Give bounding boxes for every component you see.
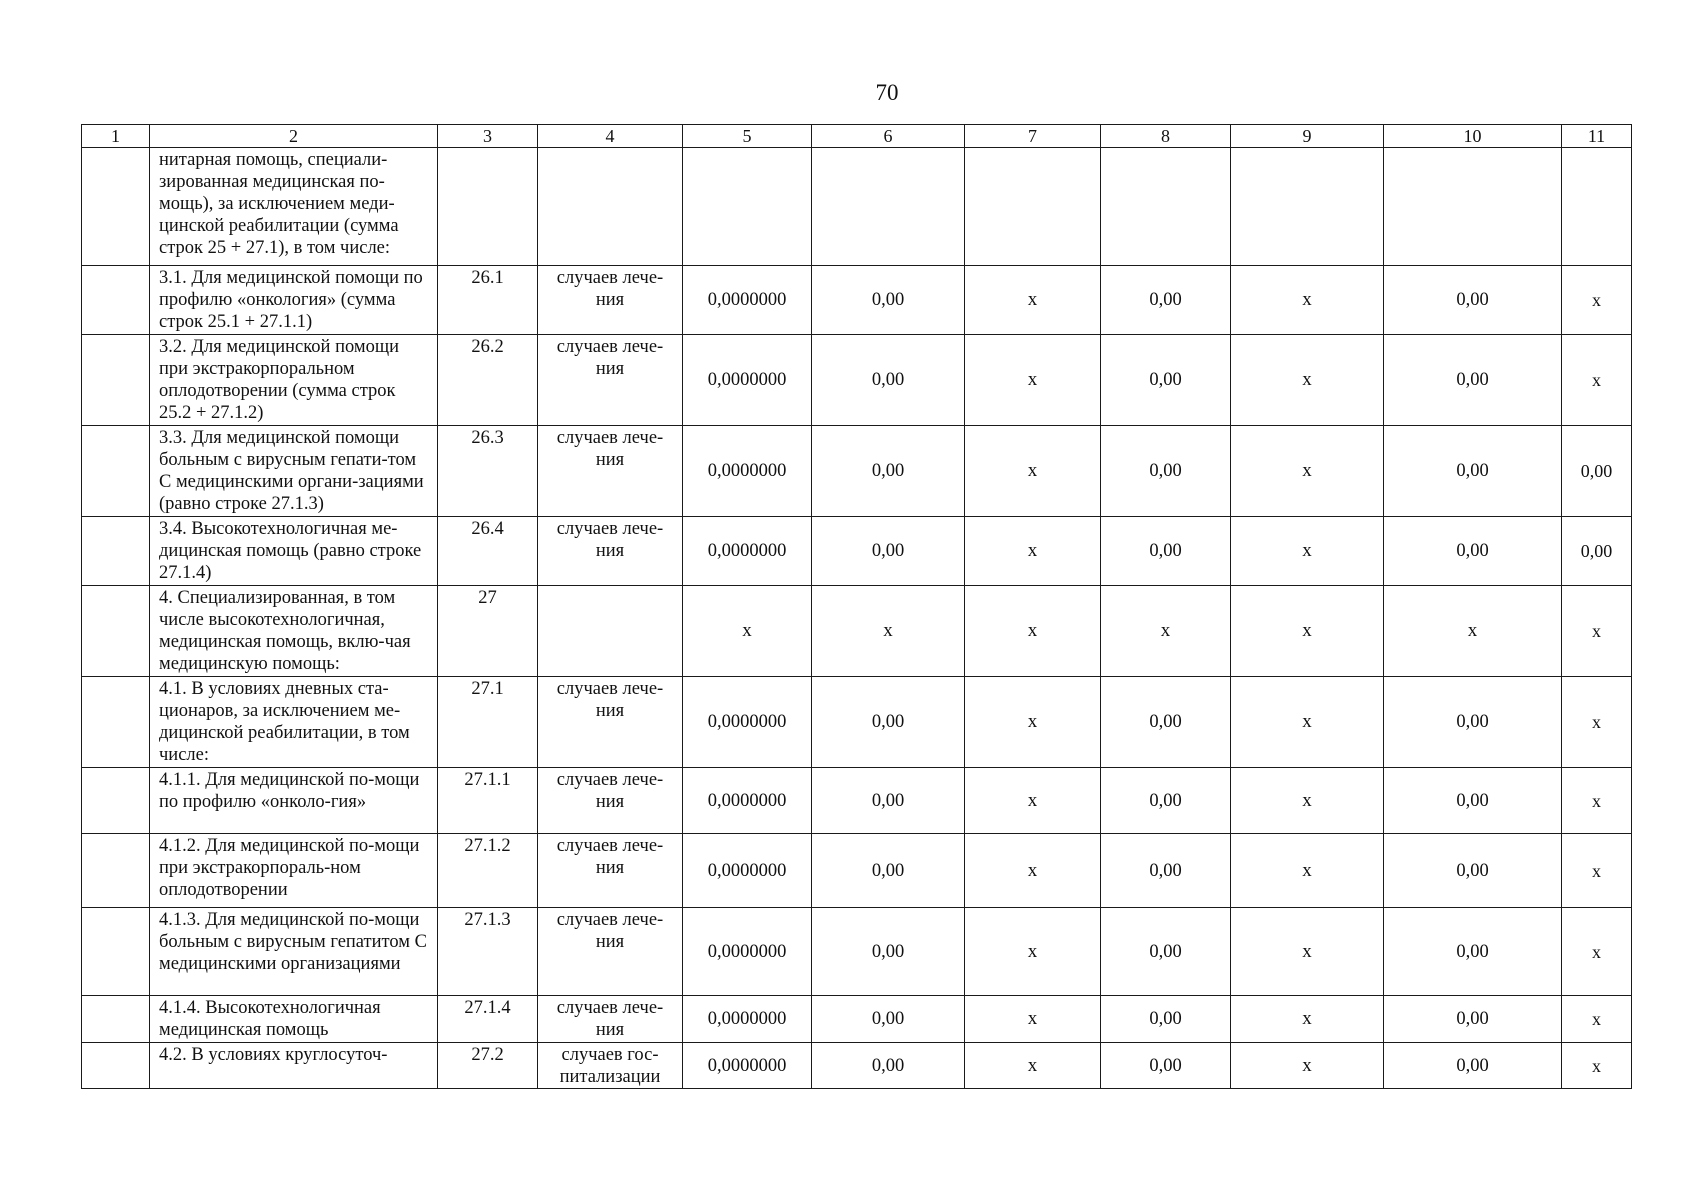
table-row bbox=[82, 266, 1632, 335]
table-row bbox=[82, 426, 1632, 517]
value-cell: х bbox=[965, 1043, 1101, 1089]
row-code: 26.4 bbox=[438, 517, 538, 586]
value-cell: х bbox=[1384, 586, 1562, 677]
section-cell bbox=[82, 768, 150, 834]
value-cell: 0,00 bbox=[812, 517, 965, 586]
unit-cell: случаев лече-ния bbox=[538, 677, 683, 768]
unit-cell: случаев лече-ния bbox=[538, 996, 683, 1043]
value-cell: 0,00 bbox=[1562, 426, 1632, 517]
section-cell bbox=[82, 834, 150, 908]
column-number: 1 bbox=[82, 125, 150, 148]
value-cell: х bbox=[1231, 586, 1384, 677]
value-cell: 0,00 bbox=[1384, 1043, 1562, 1089]
table-row bbox=[82, 517, 1632, 586]
value-cell bbox=[1562, 148, 1632, 266]
table-row bbox=[82, 1043, 1632, 1089]
value-cell: х bbox=[965, 996, 1101, 1043]
unit-cell: случаев лече-ния bbox=[538, 517, 683, 586]
value-cell: х bbox=[1562, 335, 1632, 426]
value-cell: 0,00 bbox=[1384, 335, 1562, 426]
row-label: 4.1. В условиях дневных ста-ционаров, за исключением ме-дицинской реабилитации, в том числе: bbox=[150, 677, 438, 768]
section-cell bbox=[82, 677, 150, 768]
value-cell: х bbox=[1101, 586, 1231, 677]
value-cell: х bbox=[1562, 1043, 1632, 1089]
value-cell: х bbox=[1562, 266, 1632, 335]
value-cell: 0,00 bbox=[812, 335, 965, 426]
value-cell: х bbox=[812, 586, 965, 677]
row-label: 3.1. Для медицинской помощи по профилю «онкология» (сумма строк 25.1 + 27.1.1) bbox=[150, 266, 438, 335]
unit-cell: случаев гос-питализации bbox=[538, 1043, 683, 1089]
value-cell: 0,00 bbox=[1384, 996, 1562, 1043]
value-cell: 0,0000000 bbox=[683, 517, 812, 586]
section-cell bbox=[82, 426, 150, 517]
row-code: 27 bbox=[438, 586, 538, 677]
data-table bbox=[81, 124, 1632, 1089]
value-cell: 0,00 bbox=[1384, 426, 1562, 517]
column-number: 4 bbox=[538, 125, 683, 148]
value-cell: х bbox=[965, 768, 1101, 834]
value-cell bbox=[683, 148, 812, 266]
column-number: 5 bbox=[683, 125, 812, 148]
row-code: 26.3 bbox=[438, 426, 538, 517]
column-number: 7 bbox=[965, 125, 1101, 148]
unit-cell bbox=[538, 148, 683, 266]
section-cell bbox=[82, 517, 150, 586]
unit-cell: случаев лече-ния bbox=[538, 266, 683, 335]
column-number: 9 bbox=[1231, 125, 1384, 148]
value-cell: 0,00 bbox=[1384, 768, 1562, 834]
row-label: 4.1.2. Для медицинской по-мощи при экстракорпораль-ном оплодотворении bbox=[150, 834, 438, 908]
value-cell: 0,0000000 bbox=[683, 1043, 812, 1089]
value-cell: 0,00 bbox=[1384, 517, 1562, 586]
value-cell: 0,0000000 bbox=[683, 996, 812, 1043]
section-cell bbox=[82, 586, 150, 677]
value-cell: 0,00 bbox=[1101, 677, 1231, 768]
table-row bbox=[82, 768, 1632, 834]
value-cell: х bbox=[965, 908, 1101, 996]
value-cell: 0,00 bbox=[1101, 996, 1231, 1043]
row-code: 27.1.1 bbox=[438, 768, 538, 834]
unit-cell: случаев лече-ния bbox=[538, 768, 683, 834]
row-code: 27.1.2 bbox=[438, 834, 538, 908]
value-cell: 0,0000000 bbox=[683, 266, 812, 335]
value-cell: х bbox=[1231, 908, 1384, 996]
row-label: нитарная помощь, специали-зированная медицинская по-мощь), за исключением меди-цинской реабилитации (сумма строк 25 + 27.1), в том числе: bbox=[150, 148, 438, 266]
row-label: 3.4. Высокотехнологичная ме-дицинская помощь (равно строке 27.1.4) bbox=[150, 517, 438, 586]
value-cell: 0,00 bbox=[1562, 517, 1632, 586]
value-cell: 0,00 bbox=[1101, 834, 1231, 908]
unit-cell: случаев лече-ния bbox=[538, 426, 683, 517]
value-cell: 0,00 bbox=[812, 1043, 965, 1089]
value-cell: х bbox=[1562, 834, 1632, 908]
section-cell bbox=[82, 148, 150, 266]
value-cell: 0,00 bbox=[1384, 266, 1562, 335]
row-label: 4.1.1. Для медицинской по-мощи по профилю «онколо-гия» bbox=[150, 768, 438, 834]
row-code: 26.1 bbox=[438, 266, 538, 335]
value-cell: 0,00 bbox=[1384, 677, 1562, 768]
unit-cell: случаев лече-ния bbox=[538, 335, 683, 426]
value-cell: 0,00 bbox=[1101, 1043, 1231, 1089]
value-cell bbox=[1231, 148, 1384, 266]
row-label: 4.1.3. Для медицинской по-мощи больным с вирусным гепатитом С медицинскими организациями bbox=[150, 908, 438, 996]
section-cell bbox=[82, 335, 150, 426]
value-cell: 0,0000000 bbox=[683, 834, 812, 908]
value-cell: 0,0000000 bbox=[683, 908, 812, 996]
value-cell: х bbox=[1231, 677, 1384, 768]
value-cell: 0,00 bbox=[1101, 908, 1231, 996]
table-row bbox=[82, 677, 1632, 768]
value-cell: 0,00 bbox=[1101, 517, 1231, 586]
value-cell: х bbox=[965, 677, 1101, 768]
value-cell: 0,00 bbox=[812, 768, 965, 834]
value-cell: х bbox=[1562, 908, 1632, 996]
value-cell: 0,0000000 bbox=[683, 677, 812, 768]
value-cell: х bbox=[1562, 768, 1632, 834]
value-cell: 0,0000000 bbox=[683, 335, 812, 426]
section-cell bbox=[82, 996, 150, 1043]
table-row bbox=[82, 335, 1632, 426]
unit-cell bbox=[538, 586, 683, 677]
row-code: 26.2 bbox=[438, 335, 538, 426]
value-cell: 0,00 bbox=[1101, 768, 1231, 834]
page-number: 70 bbox=[875, 80, 899, 105]
section-cell bbox=[82, 908, 150, 996]
column-number: 11 bbox=[1562, 125, 1632, 148]
value-cell: 0,0000000 bbox=[683, 768, 812, 834]
value-cell: 0,00 bbox=[1384, 908, 1562, 996]
value-cell: х bbox=[965, 335, 1101, 426]
value-cell: 0,00 bbox=[812, 426, 965, 517]
column-number-row bbox=[82, 125, 1632, 148]
row-code: 27.1 bbox=[438, 677, 538, 768]
value-cell: х bbox=[965, 517, 1101, 586]
value-cell bbox=[965, 148, 1101, 266]
value-cell: х bbox=[683, 586, 812, 677]
row-code: 27.1.3 bbox=[438, 908, 538, 996]
table-row bbox=[82, 908, 1632, 996]
row-code: 27.1.4 bbox=[438, 996, 538, 1043]
column-number: 6 bbox=[812, 125, 965, 148]
row-label: 3.3. Для медицинской помощи больным с вирусным гепати-том С медицинскими органи-зациями (равно строке 27.1.3) bbox=[150, 426, 438, 517]
value-cell bbox=[1101, 148, 1231, 266]
value-cell: х bbox=[1231, 335, 1384, 426]
value-cell: х bbox=[965, 426, 1101, 517]
value-cell: 0,00 bbox=[1101, 266, 1231, 335]
section-cell bbox=[82, 1043, 150, 1089]
value-cell: 0,00 bbox=[1101, 335, 1231, 426]
value-cell: х bbox=[965, 266, 1101, 335]
column-number: 2 bbox=[150, 125, 438, 148]
row-code bbox=[438, 148, 538, 266]
column-number: 3 bbox=[438, 125, 538, 148]
value-cell: х bbox=[1231, 266, 1384, 335]
unit-cell: случаев лече-ния bbox=[538, 834, 683, 908]
value-cell: х bbox=[1231, 996, 1384, 1043]
row-label: 4. Специализированная, в том числе высокотехнологичная, медицинская помощь, вклю-чая медицинскую помощь: bbox=[150, 586, 438, 677]
value-cell: х bbox=[1562, 586, 1632, 677]
column-number: 8 bbox=[1101, 125, 1231, 148]
value-cell: 0,00 bbox=[812, 677, 965, 768]
value-cell: х bbox=[1231, 834, 1384, 908]
row-label: 3.2. Для медицинской помощи при экстракорпоральном оплодотворении (сумма строк 25.2 + 27.1.2) bbox=[150, 335, 438, 426]
column-number: 10 bbox=[1384, 125, 1562, 148]
value-cell: х bbox=[1231, 768, 1384, 834]
value-cell: х bbox=[965, 834, 1101, 908]
value-cell: х bbox=[1231, 1043, 1384, 1089]
value-cell: 0,00 bbox=[1384, 834, 1562, 908]
value-cell bbox=[812, 148, 965, 266]
table-row bbox=[82, 834, 1632, 908]
value-cell bbox=[1384, 148, 1562, 266]
value-cell: 0,00 bbox=[812, 266, 965, 335]
value-cell: 0,00 bbox=[812, 908, 965, 996]
value-cell: х bbox=[1231, 517, 1384, 586]
table-row bbox=[82, 148, 1632, 266]
value-cell: 0,00 bbox=[812, 834, 965, 908]
value-cell: х bbox=[1562, 996, 1632, 1043]
unit-cell: случаев лече-ния bbox=[538, 908, 683, 996]
value-cell: х bbox=[1231, 426, 1384, 517]
row-label: 4.2. В условиях круглосуточ- bbox=[150, 1043, 438, 1089]
value-cell: 0,00 bbox=[1101, 426, 1231, 517]
table-row bbox=[82, 996, 1632, 1043]
value-cell: 0,00 bbox=[812, 996, 965, 1043]
value-cell: 0,0000000 bbox=[683, 426, 812, 517]
value-cell: х bbox=[965, 586, 1101, 677]
section-cell bbox=[82, 266, 150, 335]
table-row bbox=[82, 586, 1632, 677]
row-label: 4.1.4. Высокотехнологичная медицинская помощь bbox=[150, 996, 438, 1043]
row-code: 27.2 bbox=[438, 1043, 538, 1089]
value-cell: х bbox=[1562, 677, 1632, 768]
